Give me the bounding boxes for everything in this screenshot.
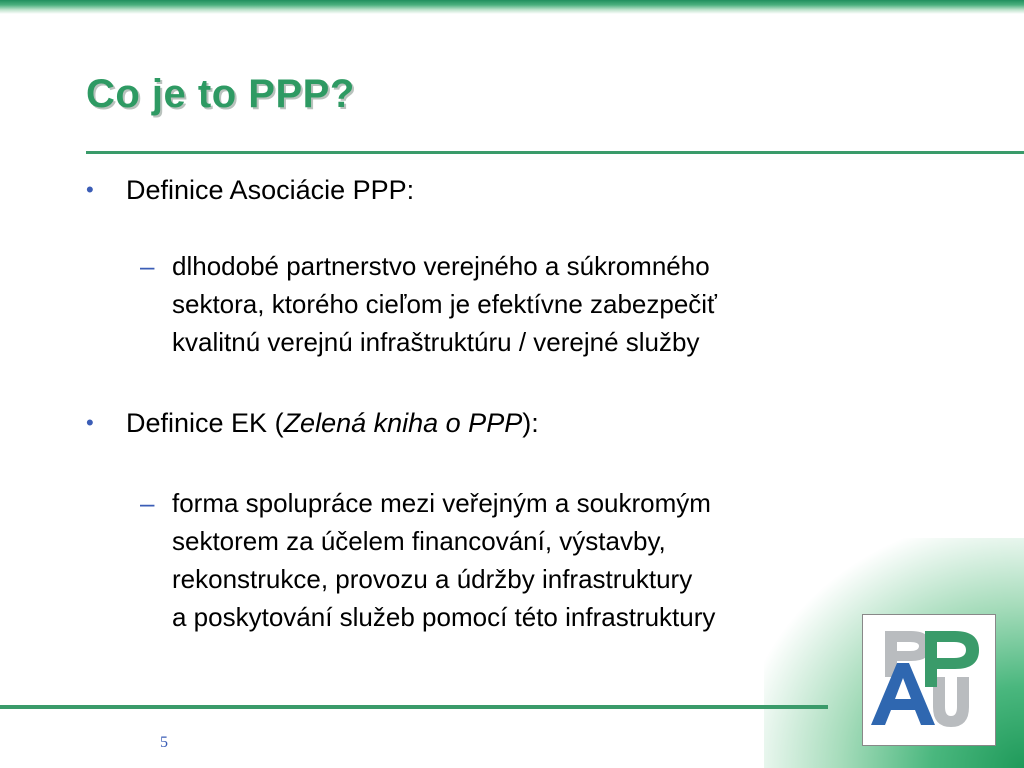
slide-title: Co je to PPP? — [86, 72, 355, 116]
sub-bullet-line: a poskytování služeb pomocí této infrastruktury — [172, 602, 716, 632]
bullet-text-suffix: ): — [522, 408, 539, 438]
page-number: 5 — [160, 734, 168, 751]
logo-graphic — [863, 615, 995, 745]
bullet-text-italic: Zelená kniha o PPP — [283, 408, 523, 438]
appu-logo-icon — [862, 614, 996, 746]
footer-divider — [0, 705, 828, 709]
bullet-marker: • — [86, 410, 94, 435]
bullet-text-prefix: Definice EK ( — [126, 408, 284, 438]
bullet-marker: • — [86, 177, 94, 202]
sub-bullet-text — [172, 247, 717, 361]
bullet-text: Definice Asociácie PPP: — [126, 175, 415, 205]
logo-green-p-shape — [925, 631, 979, 687]
sub-bullet-marker: – — [140, 488, 155, 518]
bullet-text — [126, 405, 539, 441]
sub-bullet-line: sektorem za účelem financování, výstavby, — [172, 526, 666, 556]
logo-u-shape — [933, 677, 969, 727]
sub-bullet-line: dlhodobé partnerstvo verejného a súkromného — [172, 251, 710, 281]
sub-bullet-marker: – — [140, 251, 155, 281]
sub-bullet-line: forma spolupráce mezi veřejným a soukromým — [172, 488, 711, 518]
sub-bullet-line: kvalitnú verejnú infraštruktúru / verejné služby — [172, 327, 700, 357]
sub-bullet-text — [172, 484, 715, 636]
sub-bullet-line: sektora, ktorého cieľom je efektívne zabezpečiť — [172, 289, 717, 319]
sub-bullet-line: rekonstrukce, provozu a údržby infrastruktury — [172, 564, 693, 594]
